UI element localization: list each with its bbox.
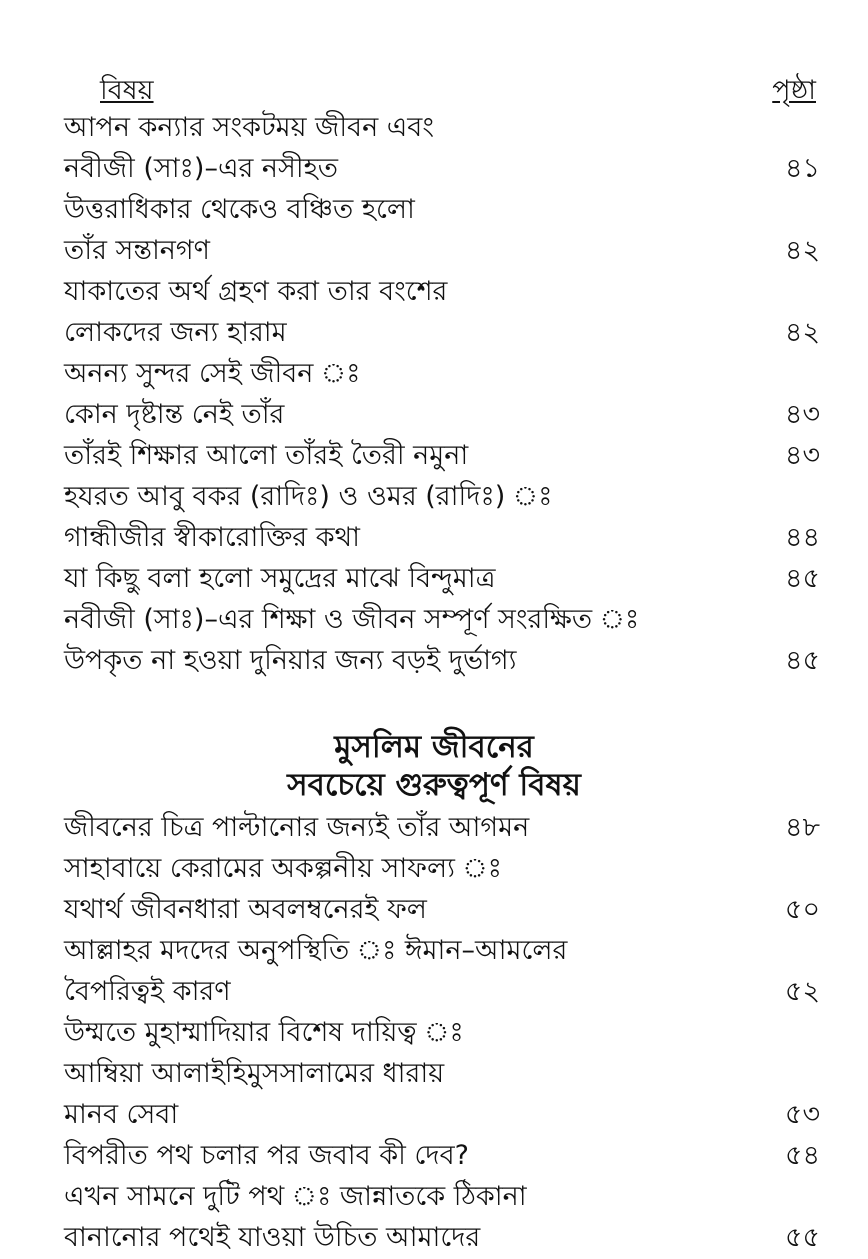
toc-entry-title: যা কিছু বলা হলো সমুদ্রের মাঝে বিন্দুমাত্র bbox=[64, 563, 496, 594]
toc-entry-page: ৪৫ bbox=[784, 645, 820, 676]
toc-entry-page: ৫৫ bbox=[784, 1222, 820, 1253]
toc-entry bbox=[64, 559, 820, 599]
toc-entry-title: আল্লাহর মদদের অনুপস্থিতি ঃ ঈমান–আমলের bbox=[64, 935, 568, 966]
toc-entry-page: ৪১ bbox=[784, 153, 820, 184]
toc-entry-title: যাকাতের অর্থ গ্রহণ করা তার বংশের bbox=[64, 276, 448, 307]
toc-entry-page: ৫২ bbox=[784, 976, 820, 1007]
toc-entry-title: উপকৃত না হওয়া দুনিয়ার জন্য বড়ই দুর্ভাগ্য bbox=[64, 645, 517, 676]
toc-entry-title: এখন সামনে দুটি পথ ঃ জান্নাতকে ঠিকানা bbox=[64, 1181, 527, 1212]
toc-entry bbox=[64, 1095, 820, 1135]
toc-entry-title: কোন দৃষ্টান্ত নেই তাঁর bbox=[64, 399, 285, 430]
toc-entry bbox=[64, 808, 820, 848]
column-header-page: পৃষ্ঠা bbox=[772, 75, 816, 106]
toc-entry-page: ৪২ bbox=[784, 235, 820, 266]
toc-entry bbox=[64, 313, 820, 353]
toc-entry bbox=[64, 1013, 820, 1053]
toc-entry bbox=[64, 231, 820, 271]
toc-entry-page: ৪৫ bbox=[784, 563, 820, 594]
toc-entry-title: আপন কন্যার সংকটময় জীবন এবং bbox=[64, 112, 434, 143]
toc-entry-title: অনন্য সুন্দর সেই জীবন ঃ bbox=[64, 358, 361, 389]
toc-entry-title: লোকদের জন্য হারাম bbox=[64, 317, 287, 348]
toc-entry bbox=[64, 600, 820, 640]
toc-entry bbox=[64, 1177, 820, 1217]
toc-entry-title: হযরত আবু বকর (রাদিঃ) ও ওমর (রাদিঃ) ঃ bbox=[64, 481, 553, 512]
toc-entry bbox=[64, 890, 820, 930]
toc-entry-title: নবীজী (সাঃ)–এর শিক্ষা ও জীবন সম্পূর্ণ সংরক্ষিত ঃ bbox=[64, 604, 640, 635]
toc-entry bbox=[64, 849, 820, 889]
toc-entry-title: বিপরীত পথ চলার পর জবাব কী দেব? bbox=[64, 1140, 469, 1171]
toc-entry-page: ৫৩ bbox=[784, 1099, 820, 1130]
toc-entry-page: ৪২ bbox=[784, 317, 820, 348]
toc-entry-page: ৪৩ bbox=[784, 399, 820, 430]
toc-entry-title: সাহাবায়ে কেরামের অকল্পনীয় সাফল্য ঃ bbox=[64, 853, 503, 884]
toc-entry bbox=[64, 354, 820, 394]
toc-entry-title: মানব সেবা bbox=[64, 1099, 179, 1130]
toc-entry-page: ৪৩ bbox=[784, 440, 820, 471]
toc-entry bbox=[64, 395, 820, 435]
toc-entry-page: ৫৪ bbox=[784, 1140, 820, 1171]
section-title-line2: সবচেয়ে গুরুত্বপূর্ণ বিষয় bbox=[287, 767, 581, 803]
toc-entry bbox=[64, 1218, 820, 1258]
toc-entry-title: তাঁরই শিক্ষার আলো তাঁরই তৈরী নমুনা bbox=[64, 440, 469, 471]
toc-entry bbox=[64, 1136, 820, 1176]
toc-entry-title: তাঁর সন্তানগণ bbox=[64, 235, 210, 266]
toc-entry-title: উত্তরাধিকার থেকেও বঞ্চিত হলো bbox=[64, 194, 415, 225]
toc-entry-page: ৪৪ bbox=[784, 522, 820, 553]
section-title-line1: মুসলিম জীবনের bbox=[334, 729, 534, 765]
toc-entry-title: বৈপরিত্বই কারণ bbox=[64, 976, 231, 1007]
toc-entry bbox=[64, 641, 820, 681]
toc-entry bbox=[64, 931, 820, 971]
toc-entry bbox=[64, 972, 820, 1012]
toc-entry bbox=[64, 108, 820, 148]
toc-entry bbox=[64, 477, 820, 517]
toc-entry bbox=[64, 149, 820, 189]
toc-entry bbox=[64, 436, 820, 476]
toc-entry-title: বানানোর পথেই যাওয়া উচিত আমাদের bbox=[64, 1222, 481, 1253]
toc-entry-title: আম্বিয়া আলাইহিমুসসালামের ধারায় bbox=[64, 1058, 445, 1089]
toc-entry bbox=[64, 1054, 820, 1094]
toc-entry-page: ৫০ bbox=[784, 894, 820, 925]
toc-entry-title: উম্মতে মুহাম্মাদিয়ার বিশেষ দায়িত্ব ঃ bbox=[64, 1017, 464, 1048]
toc-entry bbox=[64, 518, 820, 558]
toc-entry-title: জীবনের চিত্র পাল্টানোর জন্যই তাঁর আগমন bbox=[64, 812, 530, 843]
toc-entry-title: যথার্থ জীবনধারা অবলম্বনেরই ফল bbox=[64, 894, 427, 925]
toc-entry-title: নবীজী (সাঃ)–এর নসীহত bbox=[64, 153, 339, 184]
toc-entry-title: গান্ধীজীর স্বীকারোক্তির কথা bbox=[64, 522, 360, 553]
toc-entry-page: ৪৮ bbox=[784, 812, 820, 843]
toc-entry bbox=[64, 272, 820, 312]
column-header-subject: বিষয় bbox=[100, 75, 154, 106]
toc-entry bbox=[64, 190, 820, 230]
